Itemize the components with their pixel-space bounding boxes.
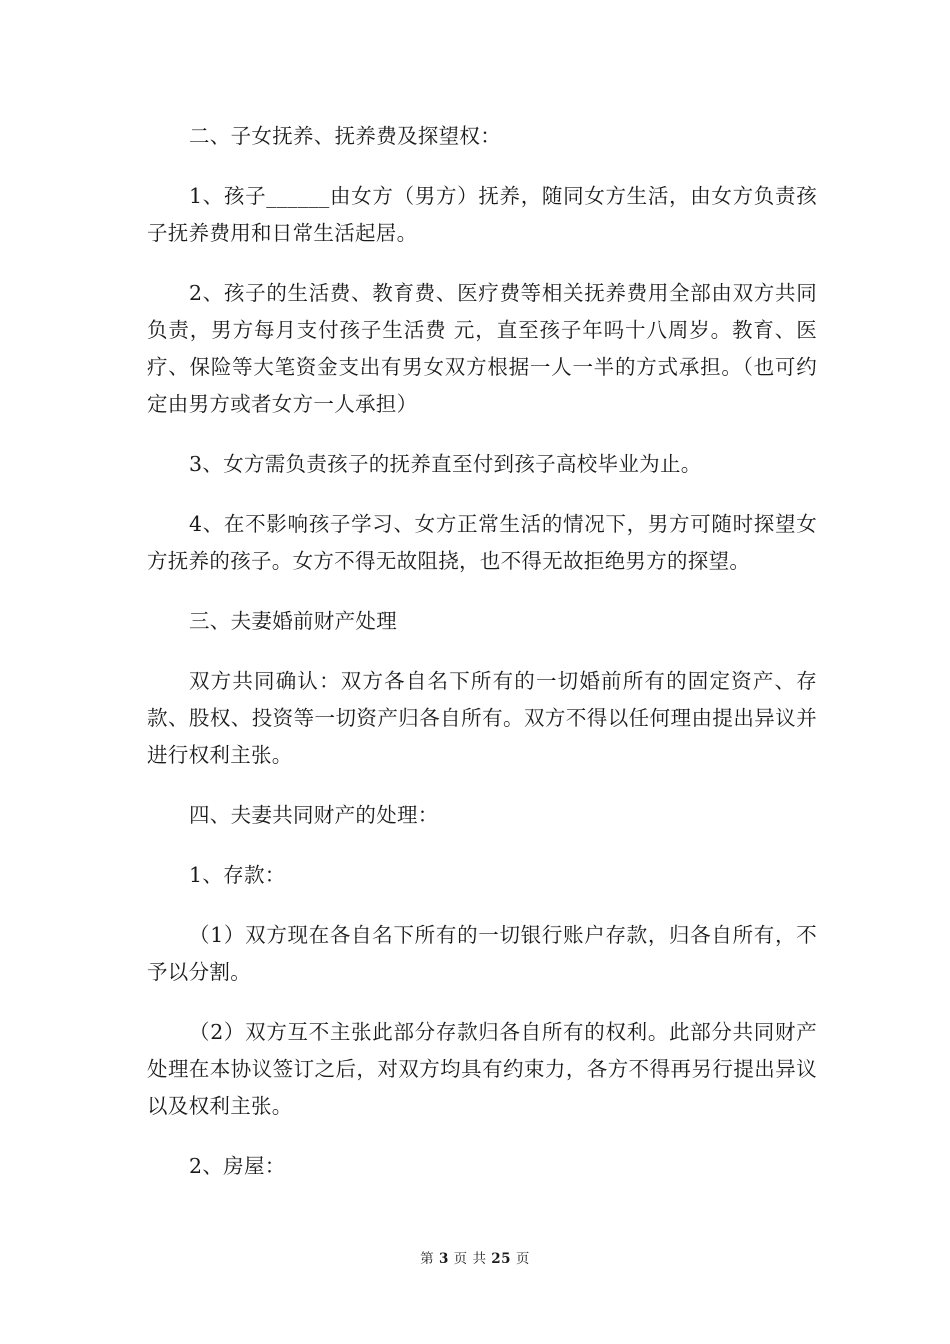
subheading-deposits: 1、存款： [189, 863, 286, 887]
document-body [147, 118, 817, 1208]
clause-support-costs: 2、孩子的生活费、教育费、医疗费等相关抚养费用全部由双方共同负责，男方每月支付孩子生活费 元，直至孩子年吗十八周岁。教育、医疗、保险等大笔资金支出有男女双方根据一人一半的方式承担。（也可约定由男方或者女方一人承担） [147, 281, 817, 416]
footer-middle: 页 共 [453, 1251, 487, 1267]
current-page-number: 3 [438, 1251, 449, 1267]
clause-custody-arrangement: 1、孩子______由女方（男方）抚养，随同女方生活，由女方负责孩子抚养费用和日常生活起居。 [147, 184, 817, 245]
clause-deposits-2: （2）双方互不主张此部分存款归各自所有的权利。此部分共同财产处理在本协议签订之后，对双方均具有约束力，各方不得再另行提出异议以及权利主张。 [147, 1020, 817, 1118]
clause-premarital-property: 双方共同确认：双方各自名下所有的一切婚前所有的固定资产、存款、股权、投资等一切资产归各自所有。双方不得以任何理由提出异议并进行权利主张。 [147, 669, 817, 767]
page-footer [0, 1247, 950, 1267]
footer-prefix: 第 [420, 1251, 435, 1267]
section-heading-child-custody: 二、子女抚养、抚养费及探望权： [189, 124, 501, 148]
section-heading-joint-property: 四、夫妻共同财产的处理： [189, 803, 439, 827]
clause-support-until-graduation: 3、女方需负责孩子的抚养直至付到孩子高校毕业为止。 [189, 452, 702, 476]
subheading-housing: 2、房屋： [189, 1154, 286, 1178]
total-page-count: 25 [491, 1251, 512, 1267]
clause-visitation-rights: 4、在不影响孩子学习、女方正常生活的情况下，男方可随时探望女方抚养的孩子。女方不得无故阻挠，也不得无故拒绝男方的探望。 [147, 512, 817, 573]
footer-suffix: 页 [515, 1251, 530, 1267]
section-heading-premarital-property: 三、夫妻婚前财产处理 [189, 609, 397, 633]
clause-deposits-1: （1）双方现在各自名下所有的一切银行账户存款，归各自所有，不予以分割。 [147, 923, 817, 984]
